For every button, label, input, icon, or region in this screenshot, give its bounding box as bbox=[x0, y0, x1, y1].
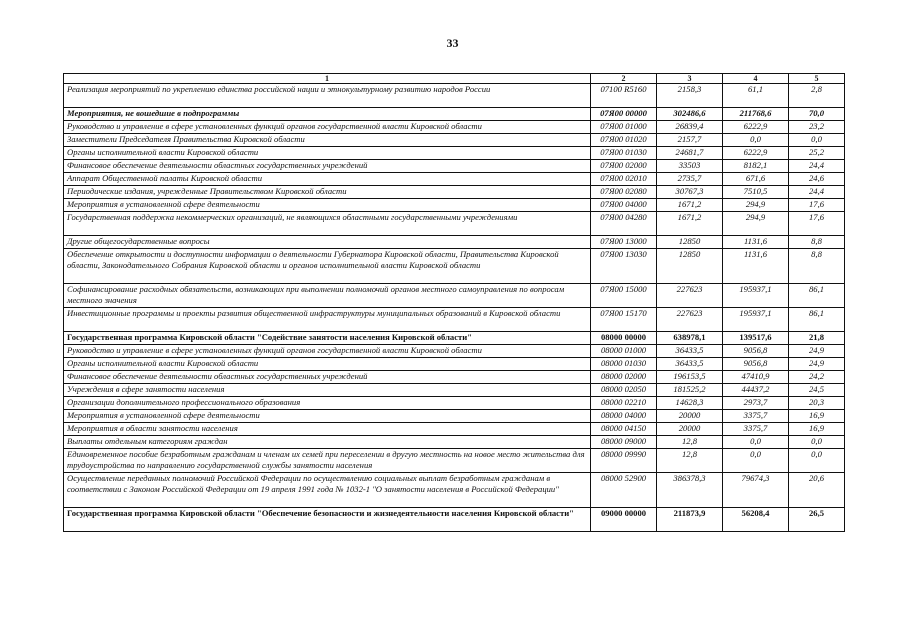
row-value-5-cell: 2,8 bbox=[789, 84, 845, 108]
table-row bbox=[64, 423, 845, 436]
table-row bbox=[64, 249, 845, 284]
row-name-cell: Выплаты отдельным категориям граждан bbox=[64, 436, 591, 449]
row-name-cell: Организации дополнительного профессионального образования bbox=[64, 397, 591, 410]
table-row bbox=[64, 147, 845, 160]
row-value-3-cell: 14628,3 bbox=[657, 397, 723, 410]
row-code-cell: 07Я00 15000 bbox=[591, 284, 657, 308]
row-name-cell: Реализация мероприятий по укреплению единства российской нации и этнокультурному развитию народов России bbox=[64, 84, 591, 108]
row-value-4-cell: 6222,9 bbox=[723, 121, 789, 134]
row-name-cell: Осуществление переданных полномочий Российской Федерации по осуществлению социальных выплат безработным гражданам в соответствии с Законом Российской Федерации от 19 апреля 1991 года № 1032-1 "О занятости населения в Российской Федерации" bbox=[64, 473, 591, 508]
row-value-5-cell: 17,6 bbox=[789, 199, 845, 212]
row-value-3-cell: 26839,4 bbox=[657, 121, 723, 134]
row-value-4-cell: 6222,9 bbox=[723, 147, 789, 160]
row-value-4-cell: 0,0 bbox=[723, 134, 789, 147]
row-value-3-cell: 33503 bbox=[657, 160, 723, 173]
row-code-cell: 08000 01000 bbox=[591, 345, 657, 358]
table-row bbox=[64, 436, 845, 449]
row-value-5-cell: 24,2 bbox=[789, 371, 845, 384]
row-name-cell: Финансовое обеспечение деятельности областных государственных учреждений bbox=[64, 371, 591, 384]
row-value-5-cell: 0,0 bbox=[789, 134, 845, 147]
row-name-cell: Инвестиционные программы и проекты развития общественной инфраструктуры муниципальных образований в Кировской области bbox=[64, 308, 591, 332]
row-name-cell: Руководство и управление в сфере установленных функций органов государственной власти Кировской области bbox=[64, 345, 591, 358]
row-value-5-cell: 8,8 bbox=[789, 236, 845, 249]
row-value-5-cell: 21,8 bbox=[789, 332, 845, 345]
row-value-4-cell: 79674,3 bbox=[723, 473, 789, 508]
row-code-cell: 07Я00 00000 bbox=[591, 108, 657, 121]
row-code-cell: 08000 52900 bbox=[591, 473, 657, 508]
row-code-cell: 07Я00 01020 bbox=[591, 134, 657, 147]
row-value-3-cell: 386378,3 bbox=[657, 473, 723, 508]
row-value-3-cell: 12850 bbox=[657, 249, 723, 284]
row-value-4-cell: 211768,6 bbox=[723, 108, 789, 121]
row-value-5-cell: 70,0 bbox=[789, 108, 845, 121]
row-name-cell: Органы исполнительной власти Кировской области bbox=[64, 147, 591, 160]
row-value-5-cell: 16,9 bbox=[789, 423, 845, 436]
row-code-cell: 07Я00 02000 bbox=[591, 160, 657, 173]
row-name-cell: Софинансирование расходных обязательств, возникающих при выполнении полномочий органов местного самоуправления по вопросам местного значения bbox=[64, 284, 591, 308]
row-code-cell: 07Я00 15170 bbox=[591, 308, 657, 332]
row-value-3-cell: 20000 bbox=[657, 410, 723, 423]
row-value-4-cell: 3375,7 bbox=[723, 410, 789, 423]
table-row bbox=[64, 508, 845, 532]
row-value-3-cell: 36433,5 bbox=[657, 358, 723, 371]
header-col-1: 1 bbox=[64, 74, 591, 84]
row-value-4-cell: 9056,8 bbox=[723, 358, 789, 371]
table-row bbox=[64, 186, 845, 199]
row-value-5-cell: 86,1 bbox=[789, 284, 845, 308]
header-row bbox=[64, 74, 845, 84]
row-value-5-cell: 24,9 bbox=[789, 358, 845, 371]
table-row bbox=[64, 308, 845, 332]
row-value-5-cell: 20,6 bbox=[789, 473, 845, 508]
row-value-5-cell: 23,2 bbox=[789, 121, 845, 134]
row-code-cell: 07Я00 13000 bbox=[591, 236, 657, 249]
row-code-cell: 08000 02000 bbox=[591, 371, 657, 384]
page-number: 33 bbox=[446, 36, 459, 50]
row-value-3-cell: 1671,2 bbox=[657, 199, 723, 212]
table-row bbox=[64, 160, 845, 173]
row-code-cell: 07Я00 01000 bbox=[591, 121, 657, 134]
table-row bbox=[64, 108, 845, 121]
row-value-3-cell: 181525,2 bbox=[657, 384, 723, 397]
row-value-5-cell: 16,9 bbox=[789, 410, 845, 423]
row-value-3-cell: 36433,5 bbox=[657, 345, 723, 358]
table-row bbox=[64, 345, 845, 358]
row-name-cell: Государственная поддержка некоммерческих организаций, не являющихся областными государственными учреждениями bbox=[64, 212, 591, 236]
row-value-4-cell: 0,0 bbox=[723, 449, 789, 473]
row-value-3-cell: 2158,3 bbox=[657, 84, 723, 108]
row-code-cell: 07Я00 02080 bbox=[591, 186, 657, 199]
row-code-cell: 07Я00 02010 bbox=[591, 173, 657, 186]
row-value-4-cell: 294,9 bbox=[723, 199, 789, 212]
row-code-cell: 07Я00 13030 bbox=[591, 249, 657, 284]
row-value-4-cell: 7510,5 bbox=[723, 186, 789, 199]
row-value-4-cell: 3375,7 bbox=[723, 423, 789, 436]
header-col-4: 4 bbox=[723, 74, 789, 84]
row-value-5-cell: 26,5 bbox=[789, 508, 845, 532]
row-value-4-cell: 56208,4 bbox=[723, 508, 789, 532]
row-value-3-cell: 12,8 bbox=[657, 449, 723, 473]
row-name-cell: Учреждения в сфере занятости населения bbox=[64, 384, 591, 397]
row-name-cell: Руководство и управление в сфере установленных функций органов государственной власти Кировской области bbox=[64, 121, 591, 134]
row-value-5-cell: 86,1 bbox=[789, 308, 845, 332]
row-code-cell: 08000 04150 bbox=[591, 423, 657, 436]
table-row bbox=[64, 212, 845, 236]
row-value-4-cell: 671,6 bbox=[723, 173, 789, 186]
row-code-cell: 07Я00 04000 bbox=[591, 199, 657, 212]
row-value-3-cell: 12,8 bbox=[657, 436, 723, 449]
row-code-cell: 08000 04000 bbox=[591, 410, 657, 423]
row-code-cell: 07Я00 04280 bbox=[591, 212, 657, 236]
row-code-cell: 07Я00 01030 bbox=[591, 147, 657, 160]
row-value-4-cell: 2973,7 bbox=[723, 397, 789, 410]
row-name-cell: Мероприятия в установленной сфере деятельности bbox=[64, 410, 591, 423]
row-name-cell: Обеспечение открытости и доступности информации о деятельности Губернатора Кировской области, Правительства Кировской области, Законодательного Собрания Кировской области и органов исполнительной власти Кировской области bbox=[64, 249, 591, 284]
row-value-3-cell: 2157,7 bbox=[657, 134, 723, 147]
row-value-5-cell: 0,0 bbox=[789, 449, 845, 473]
row-code-cell: 08000 01030 bbox=[591, 358, 657, 371]
row-value-4-cell: 47410,9 bbox=[723, 371, 789, 384]
table-row bbox=[64, 397, 845, 410]
row-value-4-cell: 139517,6 bbox=[723, 332, 789, 345]
table-row bbox=[64, 236, 845, 249]
row-value-3-cell: 302486,6 bbox=[657, 108, 723, 121]
row-name-cell: Органы исполнительной власти Кировской области bbox=[64, 358, 591, 371]
row-value-4-cell: 1131,6 bbox=[723, 236, 789, 249]
row-value-3-cell: 211873,9 bbox=[657, 508, 723, 532]
row-name-cell: Периодические издания, учрежденные Правительством Кировской области bbox=[64, 186, 591, 199]
row-value-5-cell: 24,5 bbox=[789, 384, 845, 397]
row-value-4-cell: 8182,1 bbox=[723, 160, 789, 173]
row-code-cell: 07100 R5160 bbox=[591, 84, 657, 108]
row-code-cell: 08000 02210 bbox=[591, 397, 657, 410]
row-value-5-cell: 17,6 bbox=[789, 212, 845, 236]
row-name-cell: Мероприятия в области занятости населения bbox=[64, 423, 591, 436]
row-code-cell: 08000 02050 bbox=[591, 384, 657, 397]
row-code-cell: 08000 00000 bbox=[591, 332, 657, 345]
row-value-5-cell: 24,9 bbox=[789, 345, 845, 358]
row-name-cell: Другие общегосударственные вопросы bbox=[64, 236, 591, 249]
row-value-5-cell: 8,8 bbox=[789, 249, 845, 284]
table-row bbox=[64, 358, 845, 371]
table-body bbox=[64, 74, 845, 532]
table-row bbox=[64, 84, 845, 108]
table-row bbox=[64, 371, 845, 384]
header-col-5: 5 bbox=[789, 74, 845, 84]
table-row bbox=[64, 134, 845, 147]
row-name-cell: Государственная программа Кировской области "Содействие занятости населения Кировской области" bbox=[64, 332, 591, 345]
row-value-3-cell: 20000 bbox=[657, 423, 723, 436]
table-row bbox=[64, 284, 845, 308]
row-value-3-cell: 12850 bbox=[657, 236, 723, 249]
row-name-cell: Мероприятия, не вошедшие в подпрограммы bbox=[64, 108, 591, 121]
table-row bbox=[64, 199, 845, 212]
row-value-3-cell: 227623 bbox=[657, 284, 723, 308]
row-name-cell: Единовременное пособие безработным гражданам и членам их семей при переселении в другую местность на новое место жительства для трудоустройства по направлению государственной службы занятости населения bbox=[64, 449, 591, 473]
row-name-cell: Аппарат Общественной палаты Кировской области bbox=[64, 173, 591, 186]
row-value-3-cell: 196153,5 bbox=[657, 371, 723, 384]
row-value-3-cell: 1671,2 bbox=[657, 212, 723, 236]
table-row bbox=[64, 473, 845, 508]
row-value-4-cell: 44437,2 bbox=[723, 384, 789, 397]
budget-table bbox=[63, 73, 845, 532]
row-value-5-cell: 24,4 bbox=[789, 186, 845, 199]
row-value-5-cell: 24,4 bbox=[789, 160, 845, 173]
row-value-5-cell: 24,6 bbox=[789, 173, 845, 186]
row-value-4-cell: 195937,1 bbox=[723, 284, 789, 308]
row-value-3-cell: 227623 bbox=[657, 308, 723, 332]
table-row bbox=[64, 449, 845, 473]
row-value-3-cell: 2735,7 bbox=[657, 173, 723, 186]
table-row bbox=[64, 332, 845, 345]
row-value-3-cell: 24681,7 bbox=[657, 147, 723, 160]
row-value-4-cell: 9056,8 bbox=[723, 345, 789, 358]
row-value-5-cell: 20,3 bbox=[789, 397, 845, 410]
row-value-4-cell: 61,1 bbox=[723, 84, 789, 108]
row-name-cell: Мероприятия в установленной сфере деятельности bbox=[64, 199, 591, 212]
row-value-4-cell: 294,9 bbox=[723, 212, 789, 236]
table-row bbox=[64, 121, 845, 134]
table-row bbox=[64, 410, 845, 423]
table-row bbox=[64, 384, 845, 397]
row-code-cell: 09000 00000 bbox=[591, 508, 657, 532]
row-value-4-cell: 195937,1 bbox=[723, 308, 789, 332]
row-name-cell: Заместители Председателя Правительства Кировской области bbox=[64, 134, 591, 147]
row-code-cell: 08000 09000 bbox=[591, 436, 657, 449]
row-value-3-cell: 638978,1 bbox=[657, 332, 723, 345]
row-value-4-cell: 0,0 bbox=[723, 436, 789, 449]
row-code-cell: 08000 09990 bbox=[591, 449, 657, 473]
row-value-4-cell: 1131,6 bbox=[723, 249, 789, 284]
header-col-2: 2 bbox=[591, 74, 657, 84]
row-value-3-cell: 30767,3 bbox=[657, 186, 723, 199]
table-row bbox=[64, 173, 845, 186]
row-value-5-cell: 0,0 bbox=[789, 436, 845, 449]
row-value-5-cell: 25,2 bbox=[789, 147, 845, 160]
header-col-3: 3 bbox=[657, 74, 723, 84]
row-name-cell: Государственная программа Кировской области "Обеспечение безопасности и жизнедеятельности населения Кировской области" bbox=[64, 508, 591, 532]
row-name-cell: Финансовое обеспечение деятельности областных государственных учреждений bbox=[64, 160, 591, 173]
